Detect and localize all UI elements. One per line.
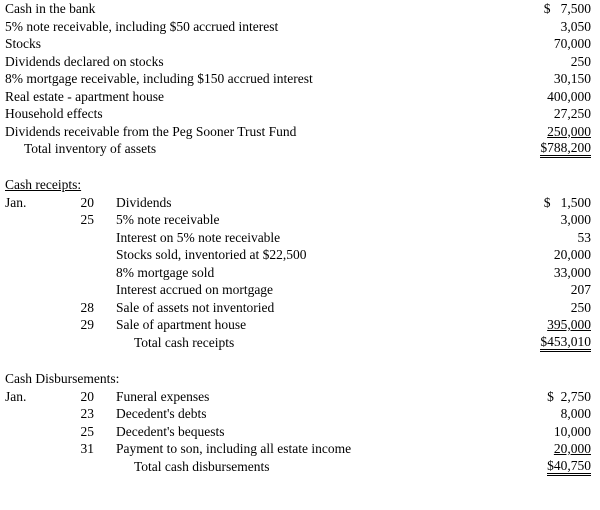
inventory-row (0, 70, 600, 88)
inventory-amount: 70,000 (553, 36, 591, 51)
receipt-amount: 207 (570, 282, 591, 297)
receipt-day: 20 (80, 194, 94, 210)
inventory-label: Real estate - apartment house (5, 88, 164, 104)
receipt-description: Sale of assets not inventoried (116, 299, 275, 315)
inventory-amount: 250 (570, 53, 591, 69)
inventory-label: Dividends receivable from the Peg Sooner Trust Fund (5, 123, 297, 139)
inventory-row (0, 0, 600, 18)
inventory-label: 5% note receivable, including $50 accrued interest (5, 18, 279, 34)
inventory-label: Stocks (5, 36, 42, 51)
disbursement-description: Decedent's bequests (116, 423, 225, 439)
receipt-row (0, 299, 600, 317)
receipt-day: 28 (80, 299, 94, 315)
inventory-amount: 27,250 (553, 106, 591, 121)
receipts-total-amount: $453,010 (540, 334, 591, 352)
receipts-heading: Cash receipts: (5, 177, 82, 192)
receipt-day: 25 (80, 212, 94, 227)
receipt-amount: 33,000 (553, 264, 591, 280)
receipts-total-label: Total cash receipts (134, 334, 235, 350)
inventory-row (0, 53, 600, 71)
inventory-label: 8% mortgage receivable, including $150 accrued interest (5, 71, 313, 86)
disbursement-day: 20 (80, 388, 94, 404)
disbursement-row (0, 440, 600, 458)
disbursements-month: Jan. (5, 388, 27, 404)
receipt-amount: 395,000 (547, 317, 591, 332)
inventory-total-label: Total inventory of assets (24, 141, 157, 156)
disbursements-total-amount: $40,750 (547, 458, 591, 476)
receipt-amount: $ 1,500 (543, 194, 591, 210)
receipts-total-row (0, 334, 600, 352)
inventory-row (0, 88, 600, 106)
receipt-row (0, 211, 600, 229)
receipt-row (0, 229, 600, 247)
inventory-row (0, 35, 600, 53)
inventory-label: Cash in the bank (5, 1, 96, 16)
inventory-total-row (0, 140, 600, 158)
inventory-label: Household effects (5, 106, 103, 121)
disbursement-row (0, 405, 600, 423)
receipt-description: Sale of apartment house (116, 317, 247, 332)
disbursement-day: 31 (80, 441, 94, 456)
disbursements-heading-row (0, 370, 600, 388)
disbursement-row (0, 423, 600, 441)
disbursement-description: Funeral expenses (116, 388, 210, 404)
disbursements-total-label: Total cash disbursements (134, 458, 270, 474)
inventory-amount: 30,150 (553, 71, 591, 86)
receipt-amount: 3,000 (560, 212, 591, 227)
disbursement-amount: $ 2,750 (547, 388, 591, 404)
disbursement-amount: 20,000 (553, 441, 591, 456)
receipt-row (0, 246, 600, 264)
inventory-row (0, 123, 600, 141)
inventory-amount: 250,000 (547, 123, 591, 139)
inventory-total-amount: $788,200 (540, 140, 591, 158)
disbursements-heading: Cash Disbursements: (5, 371, 120, 386)
disbursements-total-row (0, 458, 600, 476)
disbursement-day: 25 (80, 423, 94, 439)
disbursement-amount: 8,000 (560, 406, 591, 421)
disbursement-amount: 10,000 (553, 423, 591, 439)
receipt-row (0, 264, 600, 282)
disbursement-day: 23 (80, 406, 94, 421)
inventory-amount: $ 7,500 (543, 1, 591, 16)
receipt-row (0, 281, 600, 299)
receipts-month: Jan. (5, 194, 27, 210)
disbursement-description: Decedent's debts (116, 406, 207, 421)
receipt-row (0, 316, 600, 334)
receipt-description: 5% note receivable (116, 212, 220, 227)
receipt-description: Interest accrued on mortgage (116, 282, 274, 297)
receipt-description: Stocks sold, inventoried at $22,500 (116, 247, 307, 262)
inventory-label: Dividends declared on stocks (5, 53, 164, 69)
receipt-day: 29 (80, 317, 94, 332)
receipt-description: 8% mortgage sold (116, 264, 215, 280)
receipt-row (0, 194, 600, 212)
inventory-row (0, 18, 600, 36)
receipt-description: Dividends (116, 194, 172, 210)
disbursement-description: Payment to son, including all estate income (116, 441, 352, 456)
receipts-heading-row (0, 176, 600, 194)
inventory-row (0, 105, 600, 123)
receipt-amount: 53 (577, 229, 591, 245)
inventory-amount: 3,050 (560, 18, 591, 34)
inventory-amount: 400,000 (547, 88, 591, 104)
receipt-amount: 20,000 (553, 247, 591, 262)
receipt-amount: 250 (570, 299, 591, 315)
disbursement-row (0, 388, 600, 406)
receipt-description: Interest on 5% note receivable (116, 229, 281, 245)
